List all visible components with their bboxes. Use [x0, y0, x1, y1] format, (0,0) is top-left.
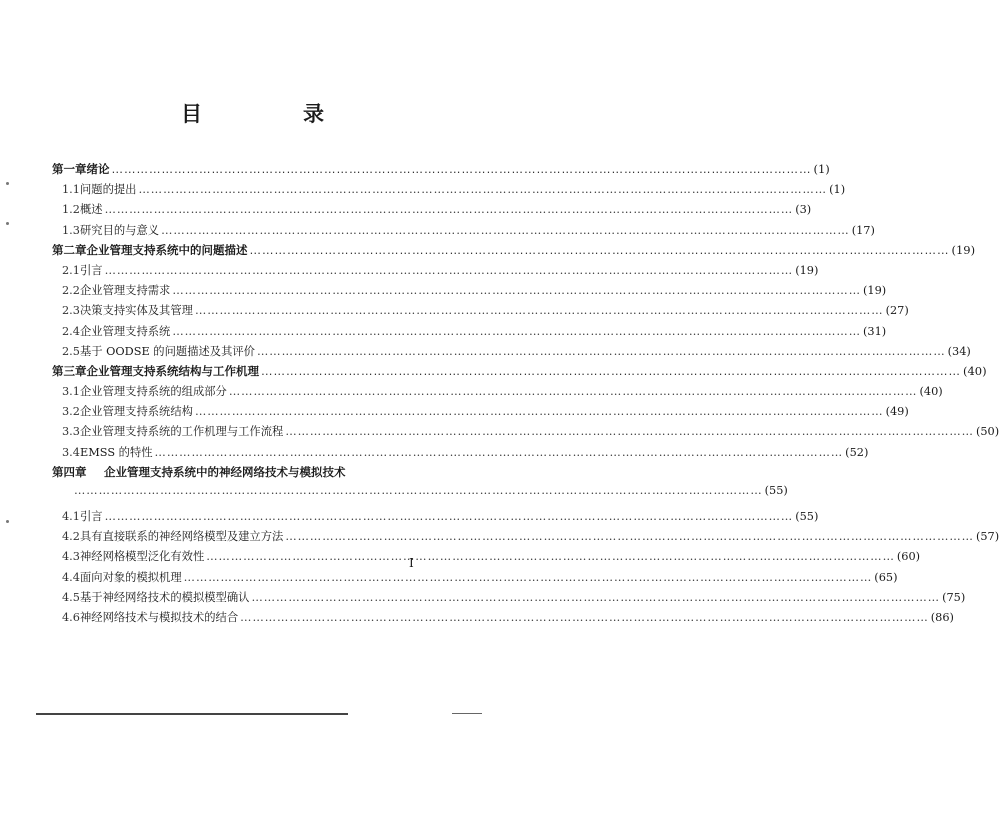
leader-dots [195, 405, 884, 418]
leader-dots [112, 162, 812, 176]
chapter-number: 第三章 [52, 363, 87, 378]
page-number: (1) [813, 162, 830, 176]
page-number: (55) [795, 510, 819, 523]
chapter-title: 企业管理支持系统中的神经网络技术与模拟技术 [104, 464, 346, 479]
page-number: (57) [975, 530, 999, 544]
leader-dots [138, 183, 827, 196]
toc-chapter [52, 242, 976, 262]
leader-dots [257, 345, 946, 358]
leader-dots [229, 385, 918, 398]
section-title: 企业管理支持系统的工作机理与工作流程 [79, 425, 284, 439]
section-number: 2.1 [62, 263, 80, 277]
page-number: (3) [795, 203, 812, 217]
leader-dots [261, 364, 961, 378]
section-title: 引言 [79, 263, 103, 277]
leader-dots [74, 484, 763, 497]
page-number: (19) [862, 284, 887, 298]
toc-section [52, 569, 898, 589]
page-number: (52) [845, 445, 869, 459]
toc-section [52, 609, 954, 629]
section-number: 4.3 [62, 550, 80, 564]
toc-chapter-continuation [52, 484, 788, 508]
toc-section [52, 403, 909, 423]
toc-chapter [52, 464, 433, 484]
section-number: 4.4 [62, 570, 80, 584]
chapter-title: 企业管理支持系统中的问题描述 [86, 242, 248, 257]
page-number: (40) [963, 363, 987, 378]
section-number: 2.2 [62, 284, 80, 298]
section-number: 3.2 [62, 405, 80, 419]
toc-section [52, 383, 943, 403]
page-number: (34) [947, 344, 971, 358]
leader-dots [172, 284, 861, 297]
section-number: 3.4 [62, 445, 80, 459]
scan-speck [6, 222, 9, 225]
leader-dots [195, 304, 884, 317]
toc-section [52, 262, 819, 282]
section-number: 3.3 [62, 425, 80, 439]
leader-dots [161, 224, 850, 237]
scan-speck [6, 182, 9, 185]
page-number: (19) [951, 242, 976, 257]
leader-dots [240, 611, 929, 624]
chapter-number: 第四章 [52, 464, 87, 479]
section-number: 2.4 [62, 324, 80, 338]
section-title: 决策支持实体及其管理 [79, 304, 193, 318]
section-number: 1.2 [62, 203, 80, 217]
toc-section [52, 423, 999, 443]
section-title: 基于神经网络技术的模拟模型确认 [79, 590, 250, 604]
scan-rule-right [452, 713, 482, 714]
section-number: 2.3 [62, 304, 80, 318]
folio-page-number: I [409, 556, 414, 570]
toc-section [52, 343, 971, 363]
toc-section [52, 302, 909, 322]
toc-section [52, 528, 999, 548]
page-number: (19) [795, 263, 819, 277]
toc-section [52, 508, 819, 528]
page-number: (65) [874, 570, 898, 584]
leader-dots [105, 203, 794, 216]
page-number: (49) [885, 405, 909, 419]
page-number: (86) [930, 610, 954, 624]
section-title: 研究目的与意义 [79, 223, 160, 237]
toc-section [52, 201, 812, 221]
toc-section [52, 282, 887, 302]
section-number: 4.2 [62, 530, 80, 544]
leader-dots [285, 530, 974, 543]
page-title: 目 录 [181, 102, 364, 126]
page-number: (17) [851, 223, 875, 237]
page-number: (40) [919, 385, 943, 399]
page-number: (31) [862, 324, 887, 338]
toc-section [52, 181, 846, 201]
section-title: 企业管理支持系统结构 [79, 405, 193, 419]
page-number: (27) [885, 304, 909, 318]
table-of-contents [52, 161, 999, 629]
section-title: 引言 [79, 510, 103, 523]
section-number: 3.1 [62, 385, 80, 399]
toc-section [52, 589, 966, 609]
section-title: 神经网络技术与模拟技术的结合 [79, 610, 239, 624]
page-number: (60) [896, 550, 921, 564]
section-title: 概述 [79, 203, 103, 217]
section-title: 企业管理支持系统 [79, 324, 171, 338]
leader-dots [172, 325, 861, 338]
leader-dots [285, 425, 974, 438]
leader-dots [105, 510, 794, 523]
section-number: 4.1 [62, 510, 80, 523]
section-title: 具有直接联系的神经网络模型及建立方法 [79, 530, 284, 544]
page-number: (1) [829, 183, 846, 197]
toc-section [52, 548, 921, 568]
chapter-title: 企业管理支持系统结构与工作机理 [86, 363, 259, 378]
section-title: 基于 OODSE 的问题描述及其评价 [79, 344, 255, 358]
leader-dots [105, 264, 794, 277]
section-title: EMSS 的特性 [79, 445, 153, 459]
section-number: 4.5 [62, 590, 80, 604]
leader-dots [206, 550, 895, 563]
section-number: 1.3 [62, 223, 80, 237]
chapter-title: 绪论 [86, 162, 110, 176]
scan-speck [6, 520, 9, 523]
section-title: 面向对象的模拟机理 [79, 570, 182, 584]
toc-section [52, 444, 869, 464]
leader-dots [251, 591, 940, 604]
scan-rule-left [36, 713, 348, 715]
section-title: 企业管理支持系统的组成部分 [79, 385, 227, 399]
page-number: (55) [764, 484, 788, 497]
leader-dots [184, 571, 873, 584]
toc-chapter [52, 161, 830, 181]
section-title: 问题的提出 [79, 183, 137, 197]
section-title: 企业管理支持需求 [79, 284, 171, 298]
page-number: (50) [975, 425, 999, 439]
page-number: (75) [942, 590, 966, 604]
toc-section [52, 323, 887, 343]
section-title: 神经网格模型泛化有效性 [79, 550, 205, 564]
toc-section [52, 222, 875, 242]
leader-dots [155, 446, 844, 459]
section-number: 1.1 [62, 183, 80, 197]
section-number: 2.5 [62, 344, 80, 358]
leader-dots [250, 243, 950, 257]
toc-chapter [52, 363, 987, 383]
chapter-number: 第二章 [52, 242, 87, 257]
chapter-number: 第一章 [52, 162, 87, 176]
section-number: 4.6 [62, 610, 80, 624]
